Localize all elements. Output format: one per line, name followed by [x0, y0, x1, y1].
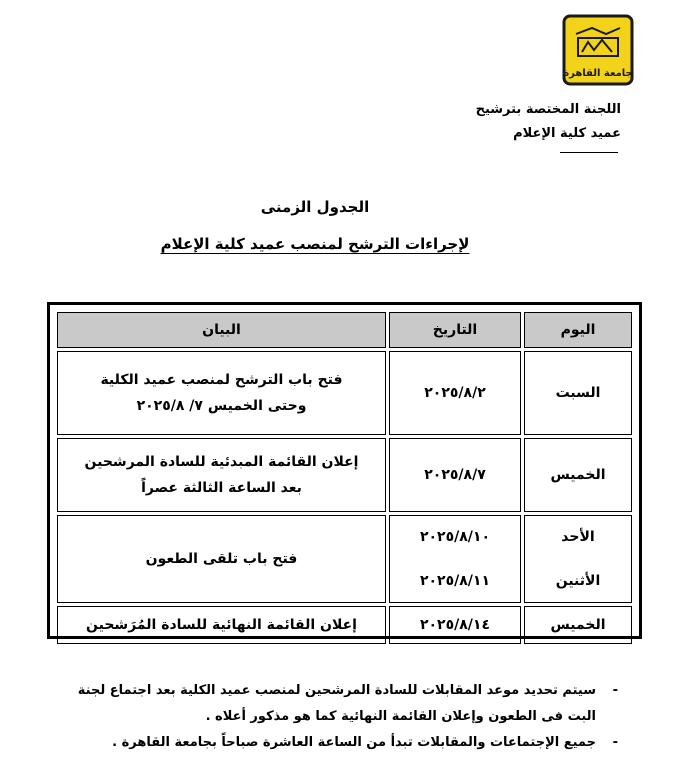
note-marker: - [612, 683, 618, 698]
notes-list [40, 678, 618, 756]
table-header-row [57, 312, 632, 348]
desc-text: فتح باب تلقى الطعون [145, 551, 298, 567]
note-item [40, 730, 618, 756]
note-1-line-2: البت فى الطعون وإعلان القائمة النهائية كما هو مذكور أعلاه . [205, 709, 596, 724]
page-subtitle [0, 235, 630, 253]
date-text: ٢٠٢٥/٨/١٠ [419, 529, 491, 545]
subtitle-text: لإجراءات الترشح لمنصب عميد كلية الإعلام [160, 235, 470, 253]
day-text: الأثنين [555, 573, 601, 589]
desc-text: إعلان القائمة النهائية للسادة المُرَشحين [86, 617, 357, 633]
university-logo [562, 14, 634, 86]
day-text: السبت [555, 385, 601, 401]
table-row [57, 438, 632, 512]
date-text: ٢٠٢٥/٨/١١ [419, 573, 491, 589]
table-row [57, 351, 632, 435]
cell-date [389, 438, 521, 512]
cell-day [524, 438, 632, 512]
cell-day [524, 351, 632, 435]
note-marker: - [612, 735, 618, 750]
day-text: الخميس [550, 467, 606, 483]
committee-line-1: اللجنة المختصة بترشيح [475, 102, 621, 117]
note-2-line-1: جميع الإجتماعات والمقابلات تبدأ من الساعة العاشرة صباحاً بجامعة القاهرة . [112, 735, 596, 750]
day-text: الأحد [561, 529, 595, 545]
committee-line-2: عميد كلية الإعلام [513, 126, 621, 141]
note-1-line-1: سيتم تحديد موعد المقابلات للسادة المرشحين لمنصب عميد الكلية بعد اجتماع لجنة [77, 683, 596, 698]
cell-date [389, 606, 521, 644]
header-day: اليوم [524, 312, 632, 348]
header-rule [560, 152, 618, 153]
schedule-table-frame [47, 302, 642, 639]
cell-day [524, 515, 632, 603]
day-text: الخميس [550, 617, 606, 633]
note-item [40, 678, 618, 730]
date-text: ٢٠٢٥/٨/٧ [424, 467, 486, 483]
cell-desc [57, 515, 386, 603]
header-desc: البيان [57, 312, 386, 348]
cell-date [389, 515, 521, 603]
cell-date [389, 351, 521, 435]
desc-text: إعلان القائمة المبدئية للسادة المرشحين [84, 454, 359, 470]
logo-text: جامعة القاهرة [563, 68, 633, 79]
date-text: ٢٠٢٥/٨/٢ [424, 385, 486, 401]
desc-text: وحتى الخميس ٧/ ٢٠٢٥/٨ [136, 398, 307, 414]
header-date: التاريخ [389, 312, 521, 348]
cell-day [524, 606, 632, 644]
committee-header [476, 98, 621, 146]
desc-text: بعد الساعة الثالثة عصراً [141, 480, 302, 496]
cell-desc [57, 606, 386, 644]
schedule-table [54, 309, 635, 647]
cell-desc [57, 351, 386, 435]
date-text: ٢٠٢٥/٨/١٤ [419, 617, 491, 633]
table-row [57, 515, 632, 603]
cell-desc [57, 438, 386, 512]
page-title: الجدول الزمنى [260, 198, 370, 216]
table-row [57, 606, 632, 644]
desc-text: فتح باب الترشح لمنصب عميد الكلية [100, 372, 343, 388]
